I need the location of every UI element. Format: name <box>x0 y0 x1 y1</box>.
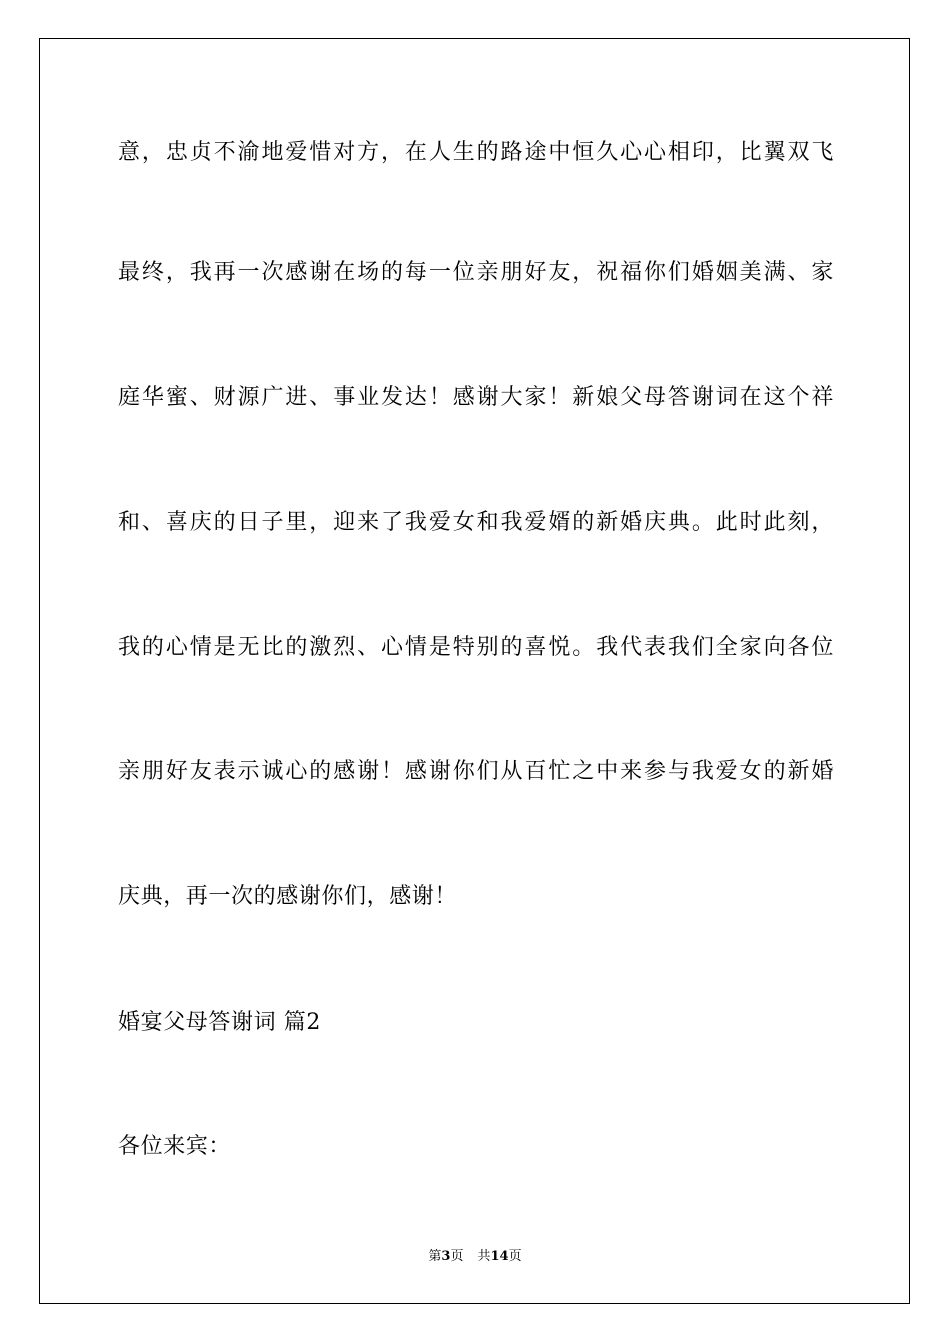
section-heading: 婚宴父母答谢词 篇2 <box>118 1010 321 1035</box>
body-text-line: 庭华蜜、财源广进、事业发达！感谢大家！新娘父母答谢词在这个祥 <box>118 385 834 410</box>
total-page-count: 14 <box>490 1249 509 1264</box>
total-suffix: 页 <box>508 1249 522 1264</box>
current-page-number: 3 <box>441 1249 451 1264</box>
salutation: 各位来宾： <box>118 1134 232 1159</box>
body-text-line: 亲朋好友表示诚心的感谢！感谢你们从百忙之中来参与我爱女的新婚 <box>118 759 834 784</box>
total-prefix: 共 <box>477 1249 491 1264</box>
body-text-line: 庆典，再一次的感谢你们，感谢！ <box>118 884 458 909</box>
body-text-line: 最终，我再一次感谢在场的每一位亲朋好友，祝福你们婚姻美满、家 <box>118 260 834 285</box>
body-text-line: 和、喜庆的日子里，迎来了我爱女和我爱婿的新婚庆典。此时此刻， <box>118 510 834 535</box>
body-text-line: 我的心情是无比的激烈、心情是特别的喜悦。我代表我们全家向各位 <box>118 635 834 660</box>
page-border <box>39 38 910 1304</box>
page-prefix: 第 <box>428 1249 442 1264</box>
body-text-line: 意，忠贞不渝地爱惜对方，在人生的路途中恒久心心相印，比翼双飞 <box>118 140 834 165</box>
page-footer <box>0 1248 950 1266</box>
page-suffix: 页 <box>450 1249 464 1264</box>
